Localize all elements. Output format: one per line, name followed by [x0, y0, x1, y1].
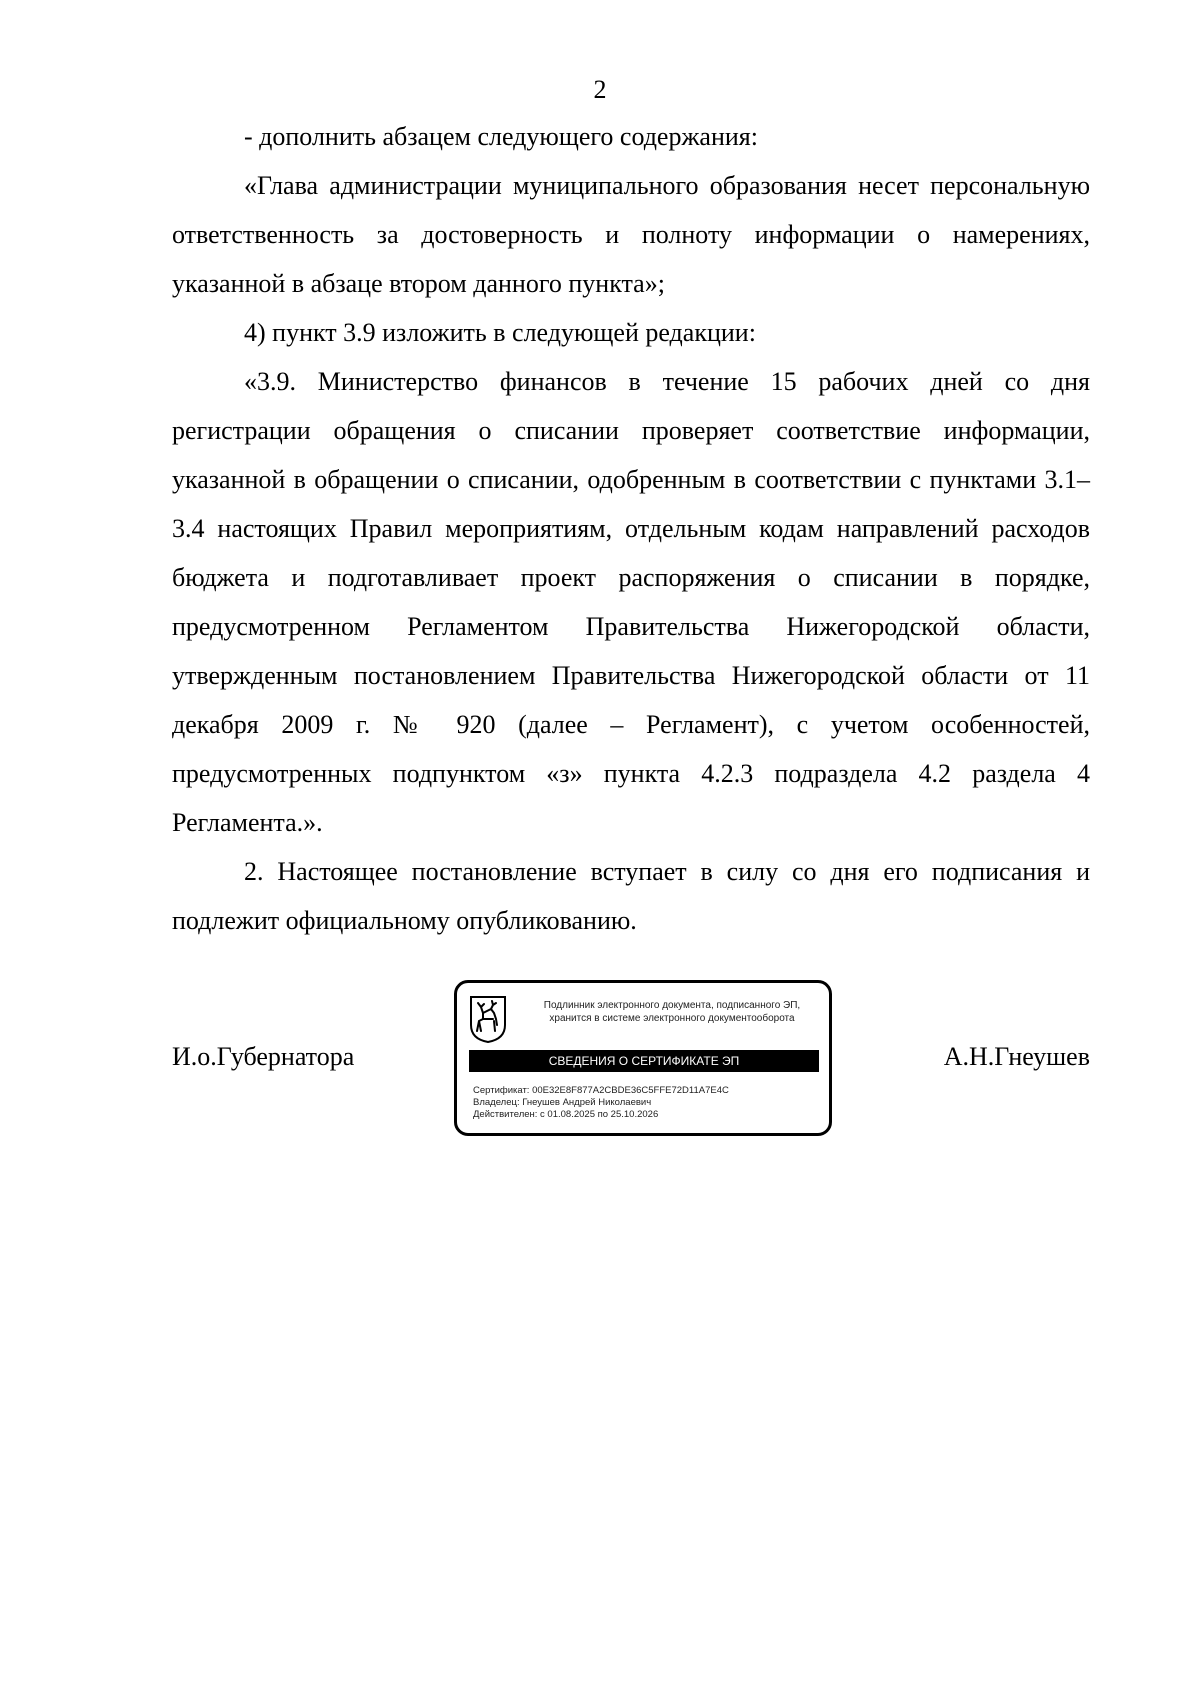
- signatory-name: А.Н.Гнеушев: [943, 1042, 1090, 1071]
- signature-block: [172, 980, 1090, 1140]
- certificate-validity: Действителен: с 01.08.2025 по 25.10.2026: [473, 1109, 659, 1120]
- stamp-header-line: хранится в системе электронного документооборота: [549, 1013, 795, 1024]
- certificate-info-title: СВЕДЕНИЯ О СЕРТИФИКАТЕ ЭП: [469, 1050, 819, 1072]
- deer-coat-of-arms-icon: [469, 995, 507, 1043]
- page-number: 2: [593, 75, 607, 104]
- paragraph-add-clause: - дополнить абзацем следующего содержания:: [244, 122, 758, 151]
- paragraph-item-2-effective: 2. Настоящее постановление вступает в силу со дня его подписания и подлежит официальному опубликованию.: [172, 857, 1090, 935]
- signatory-role: И.о.Губернатора: [172, 1042, 355, 1071]
- certificate-number: Сертификат: 00E32E8F877A2CBDE36C5FFE72D11A7E4C: [473, 1085, 729, 1096]
- document-body: [172, 112, 1090, 945]
- paragraph-clause-3-9: «3.9. Министерство финансов в течение 15 рабочих дней со дня регистрации обращения о списании проверяет соответствие информации, указанной в обращении о списании, одобренным в соответствии с пунктами 3.1–3.4 настоящих Правил мероприятиям, отдельным кодам направлений расходов бюджета и подготавливает проект распоряжения о списании в порядке, предусмотренном Регламентом Правительства Нижегородской области, утвержденным постановлением Правительства Нижегородской области от 11 декабря 2009 г. № 920 (далее – Регламент), с учетом особенностей, предусмотренных подпунктом «з» пункта 4.2.3 подраздела 4.2 раздела 4 Регламента.».: [172, 367, 1090, 837]
- paragraph-head-responsibility: «Глава администрации муниципального образования несет персональную ответственность за достоверность и полноту информации о намерениях, указанной в абзаце втором данного пункта»;: [172, 171, 1090, 298]
- certificate-details: [473, 1085, 823, 1121]
- paragraph-item-4: 4) пункт 3.9 изложить в следующей редакции:: [244, 318, 756, 347]
- stamp-header-line: Подлинник электронного документа, подписанного ЭП,: [543, 1000, 801, 1011]
- stamp-header: [519, 999, 825, 1025]
- electronic-signature-stamp: [454, 980, 832, 1136]
- certificate-owner: Владелец: Гнеушев Андрей Николаевич: [473, 1097, 652, 1108]
